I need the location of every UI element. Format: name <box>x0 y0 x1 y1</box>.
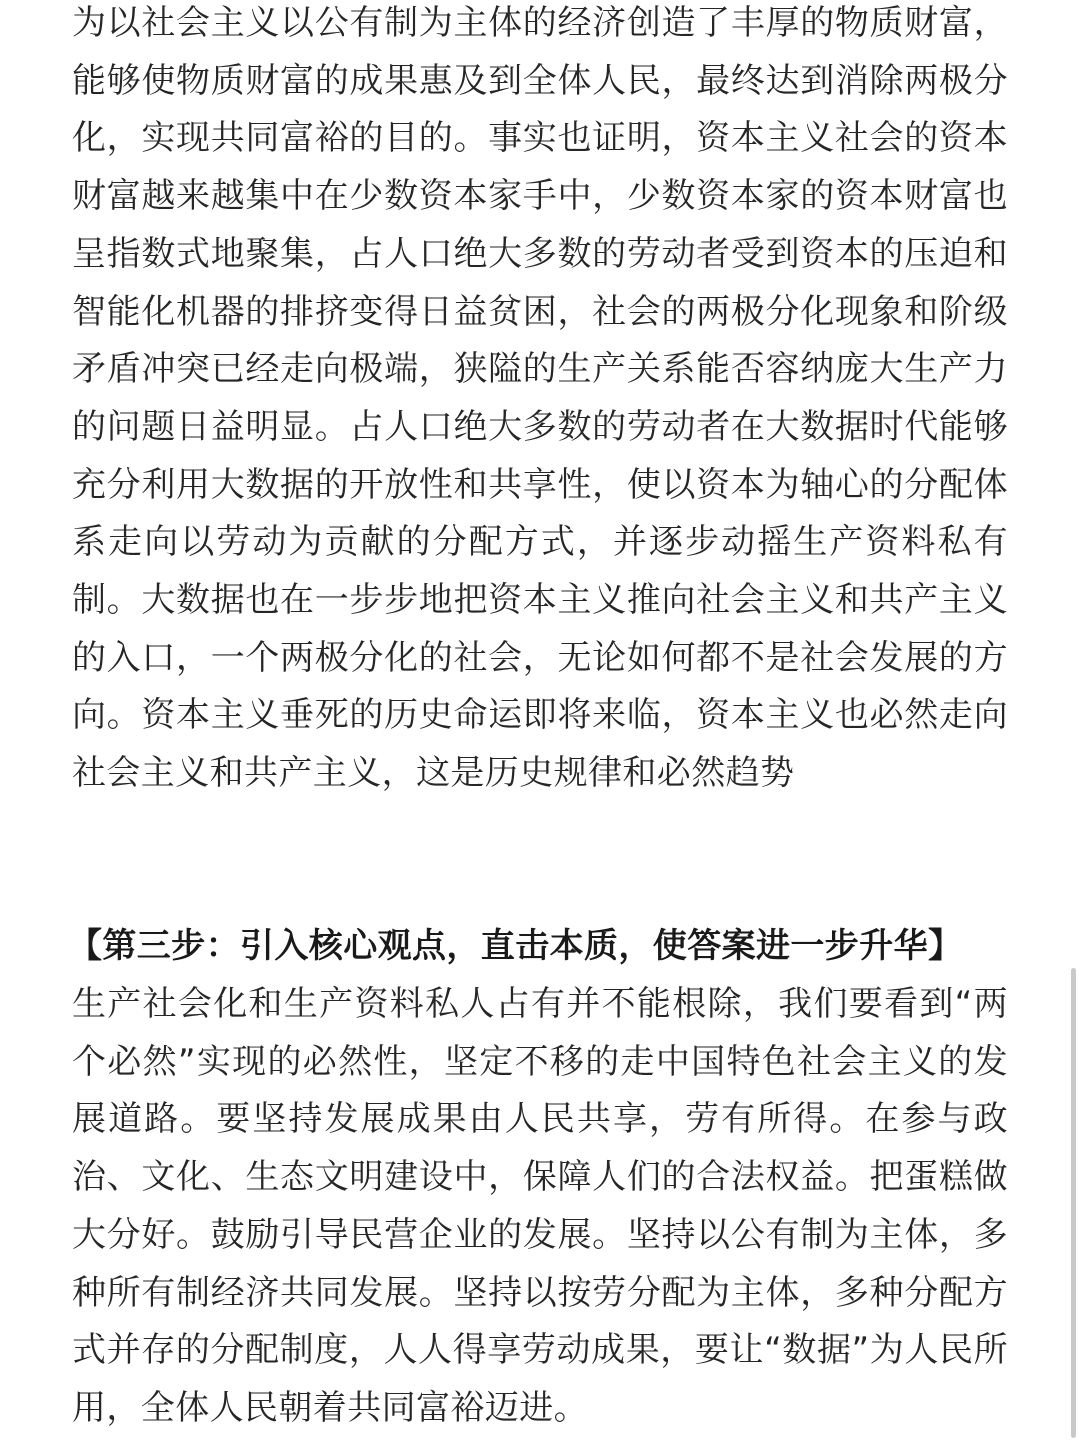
section-heading: 【第三步：引入核心观点，直击本质，使答案进一步升华】 <box>68 926 963 966</box>
body-paragraph-2: 生产社会化和生产资料私人占有并不能根除，我们要看到“两个必然”实现的必然性，坚定不移的走中国特色社会主义的发展道路。要坚持发展成果由人民共享，劳有所得。在参与政治、文化、生态文明建设中，保障人们的合法权益。把蛋糕做大分好。鼓励引导民营企业的发展。坚持以公有制为主体，多种所有制经济共同发展。坚持以按劳分配为主体，多种分配方式并存的分配制度，人人得享劳动成果，要让“数据”为人民所用，全体人民朝着共同富裕迈进。 <box>72 984 1008 1428</box>
body-paragraph-1: 为以社会主义以公有制为主体的经济创造了丰厚的物质财富，能够使物质财富的成果惠及到全体人民，最终达到消除两极分化，实现共同富裕的目的。事实也证明，资本主义社会的资本财富越来越集中在少数资本家手中，少数资本家的资本财富也呈指数式地聚集，占人口绝大多数的劳动者受到资本的压迫和智能化机器的排挤变得日益贫困，社会的两极分化现象和阶级矛盾冲突已经走向极端，狭隘的生产关系能否容纳庞大生产力的问题日益明显。占人口绝大多数的劳动者在大数据时代能够充分利用大数据的开放性和共享性，使以资本为轴心的分配体系走向以劳动为贡献的分配方式，并逐步动摇生产资料私有制。大数据也在一步步地把资本主义推向社会主义和共产主义的入口，一个两极分化的社会，无论如何都不是社会发展的方向。资本主义垂死的历史命运即将来临，资本主义也必然走向社会主义和共产主义，这是历史规律和必然趋势 <box>72 3 1008 794</box>
scrollbar[interactable] <box>1066 0 1080 1440</box>
scrollbar-thumb[interactable] <box>1071 968 1076 1438</box>
